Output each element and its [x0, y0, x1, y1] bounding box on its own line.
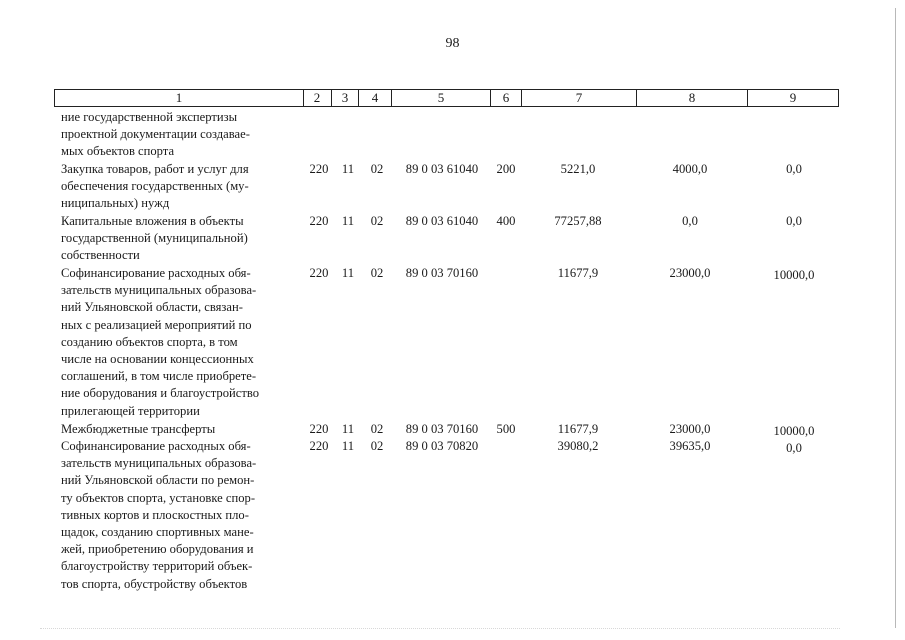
cell-col-9: 0,0 [786, 441, 802, 455]
description-line: ний Ульяновской области по ремон- [61, 473, 255, 488]
header-col-9: 9 [748, 89, 839, 107]
description-line: ний Ульяновской области, связан- [61, 300, 243, 315]
description-line: Софинансирование расходных обя- [61, 266, 251, 280]
description-line: ние государственной экспертизы [61, 110, 238, 124]
cell-col-8: 23000,0 [669, 266, 711, 280]
cell-col-3: 11 [341, 422, 355, 436]
row-description [61, 109, 295, 161]
cell-col-6: 500 [496, 422, 516, 436]
description-line: созданию объектов спорта, в том [61, 334, 238, 349]
cell-col-5: 89 0 03 70160 [405, 422, 479, 436]
header-col-6: 6 [491, 89, 522, 107]
header-col-5: 5 [392, 89, 491, 107]
cell-col-7: 77257,88 [554, 214, 602, 228]
cell-col-6: 400 [496, 214, 516, 228]
cell-col-4: 02 [370, 422, 384, 436]
cell-col-8: 39635,0 [669, 439, 711, 453]
description-line: зательств муниципальных образова- [61, 283, 257, 298]
description-line: государственной (муниципальной) [61, 231, 248, 246]
cell-col-9: 10000,0 [773, 424, 815, 438]
description-line: ниципальных) нужд [61, 196, 170, 211]
description-line: прилегающей территории [61, 403, 200, 418]
cell-col-8: 4000,0 [672, 162, 708, 176]
cell-col-7: 11677,9 [557, 422, 599, 436]
page-number: 98 [445, 36, 460, 51]
description-line: благоустройству территорий объек- [61, 559, 253, 574]
description-line: Софинансирование расходных обя- [61, 439, 251, 453]
description-line: соглашений, в том числе приобрете- [61, 369, 257, 384]
cell-col-8: 23000,0 [669, 422, 711, 436]
row-description [61, 421, 295, 438]
cell-col-9: 0,0 [786, 214, 802, 228]
description-line: проектной документации создавае- [61, 127, 250, 142]
cell-col-4: 02 [370, 162, 384, 176]
cell-col-2: 220 [309, 266, 329, 280]
cell-col-4: 02 [370, 439, 384, 453]
cell-col-3: 11 [341, 162, 355, 176]
cell-col-3: 11 [341, 266, 355, 280]
description-line: Капитальные вложения в объекты [61, 214, 244, 228]
cell-col-8: 0,0 [682, 214, 698, 228]
cell-col-2: 220 [309, 422, 329, 436]
header-col-4: 4 [359, 89, 392, 107]
row-description [61, 213, 295, 265]
description-line: обеспечения государственных (му- [61, 179, 249, 194]
cell-col-9: 0,0 [786, 162, 802, 176]
description-line: щадок, созданию спортивных мане- [61, 525, 254, 540]
cell-col-5: 89 0 03 70820 [405, 439, 479, 453]
cell-col-4: 02 [370, 214, 384, 228]
description-line: мых объектов спорта [61, 144, 175, 159]
description-line: Закупка товаров, работ и услуг для [61, 162, 249, 176]
scan-artifact [40, 628, 840, 630]
page-edge-line [895, 8, 896, 628]
description-line: зательств муниципальных образова- [61, 456, 257, 471]
description-line: числе на основании концессионных [61, 352, 254, 367]
description-line: жей, приобретению оборудования и [61, 542, 254, 557]
row-description [61, 161, 295, 213]
description-line: тов спорта, обустройству объектов [61, 576, 248, 591]
description-line: ных с реализацией мероприятий по [61, 317, 252, 332]
cell-col-7: 39080,2 [557, 439, 599, 453]
description-line: ние оборудования и благоустройство [61, 386, 259, 401]
cell-col-3: 11 [341, 214, 355, 228]
description-line: Межбюджетные трансферты [61, 422, 216, 436]
cell-col-6: 200 [496, 162, 516, 176]
header-col-1: 1 [54, 89, 304, 107]
cell-col-7: 5221,0 [560, 162, 596, 176]
cell-col-5: 89 0 03 70160 [405, 266, 479, 280]
cell-col-4: 02 [370, 266, 384, 280]
cell-col-2: 220 [309, 214, 329, 228]
header-col-3: 3 [332, 89, 359, 107]
description-line: собственности [61, 248, 140, 263]
cell-col-9: 10000,0 [773, 268, 815, 282]
row-description [61, 438, 295, 593]
cell-col-3: 11 [341, 439, 355, 453]
cell-col-2: 220 [309, 162, 329, 176]
cell-col-2: 220 [309, 439, 329, 453]
description-line: ту объектов спорта, установке спор- [61, 490, 256, 505]
cell-col-7: 11677,9 [557, 266, 599, 280]
header-col-7: 7 [522, 89, 637, 107]
header-col-2: 2 [303, 89, 332, 107]
description-line: тивных кортов и плоскостных пло- [61, 507, 249, 522]
header-col-8: 8 [637, 89, 748, 107]
cell-col-5: 89 0 03 61040 [405, 214, 479, 228]
cell-col-5: 89 0 03 61040 [405, 162, 479, 176]
row-description [61, 265, 295, 420]
